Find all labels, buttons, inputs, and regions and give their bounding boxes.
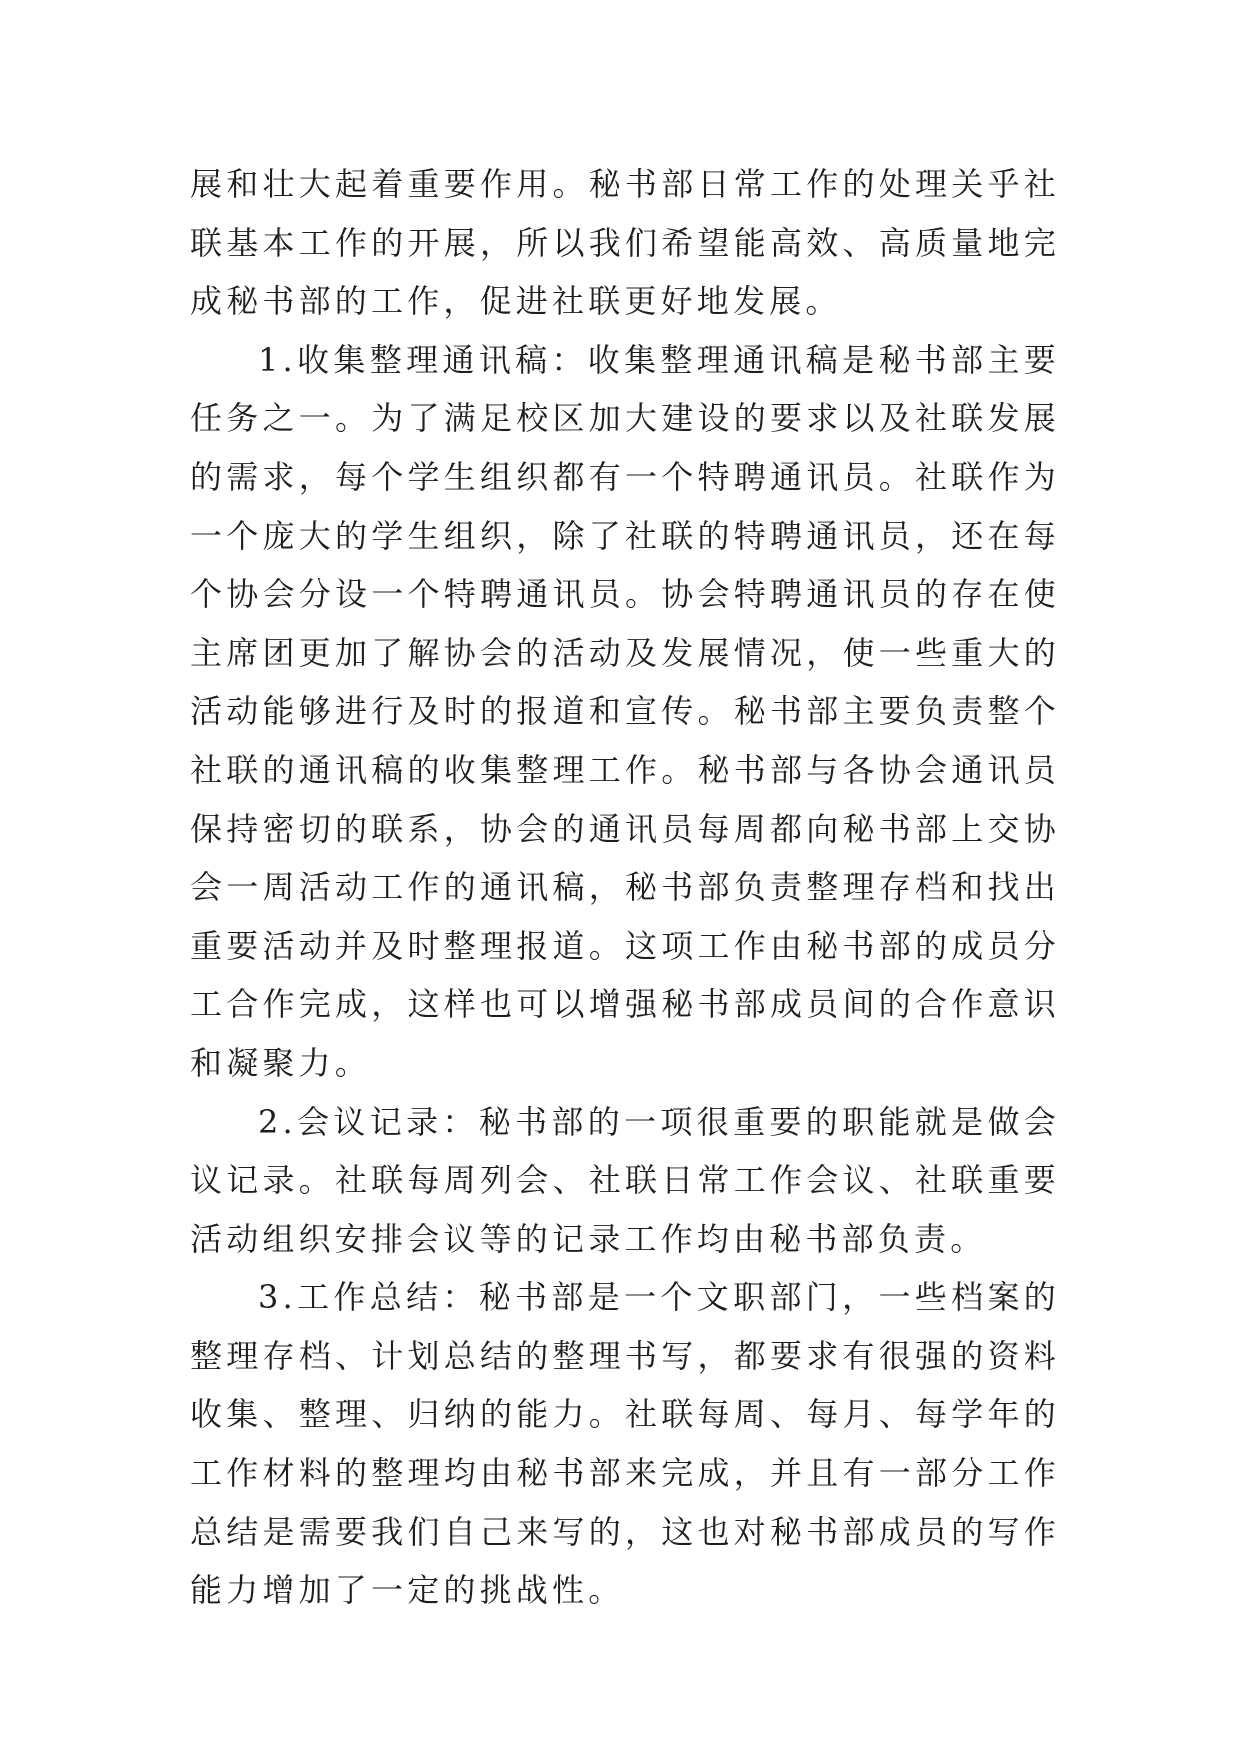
paragraph-item-1-collect-news-drafts: 1.收集整理通讯稿：收集整理通讯稿是秘书部主要任务之一。为了满足校区加大建设的要求以及社联发展的需求，每个学生组织都有一个特聘通讯员。社联作为一个庞大的学生组织，除了社联的特聘通讯员，还在每个协会分设一个特聘通讯员。协会特聘通讯员的存在使主席团更加了解协会的活动及发展情况，使一些重大的活动能够进行及时的报道和宣传。秘书部主要负责整个社联的通讯稿的收集整理工作。秘书部与各协会通讯员保持密切的联系，协会的通讯员每周都向秘书部上交协会一周活动工作的通讯稿，秘书部负责整理存档和找出重要活动并及时整理报道。这项工作由秘书部的成员分工合作完成，这样也可以增强秘书部成员间的合作意识和凝聚力。 <box>190 340 1060 1082</box>
paragraph-item-3-work-summary: 3.工作总结：秘书部是一个文职部门，一些档案的整理存档、计划总结的整理书写，都要求有很强的资料收集、整理、归纳的能力。社联每周、每月、每学年的工作材料的整理均由秘书部来完成，并且有一部分工作总结是需要我们自己来写的，这也对秘书部成员的写作能力增加了一定的挑战性。 <box>190 1278 1060 1610</box>
paragraph-item-2-meeting-minutes: 2.会议记录：秘书部的一项很重要的职能就是做会议记录。社联每周列会、社联日常工作会议、社联重要活动组织安排会议等的记录工作均由秘书部负责。 <box>190 1102 1060 1258</box>
document-body <box>190 155 1060 1620</box>
paragraph-intro-continued: 展和壮大起着重要作用。秘书部日常工作的处理关乎社联基本工作的开展，所以我们希望能高效、高质量地完成秘书部的工作，促进社联更好地发展。 <box>190 165 1060 321</box>
